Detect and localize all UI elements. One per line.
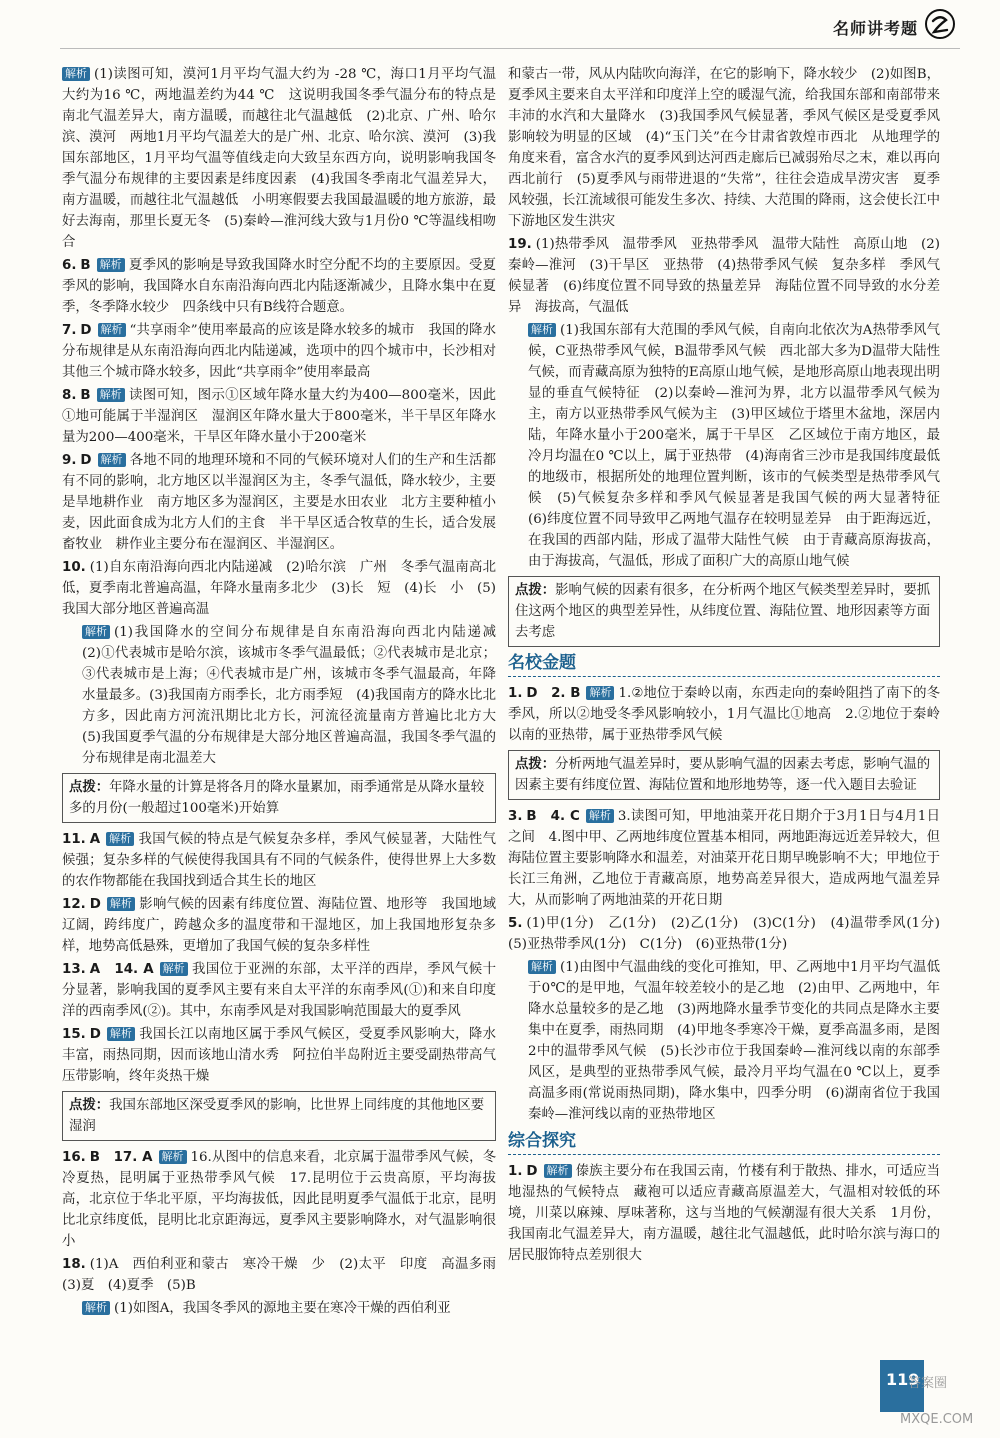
school-item-1: 1. D 2. B 解析 1.②地位于秦岭以南，东西走向的秦岭阻挡了南下的冬季风，所以②地受冬季风影响较小，1月气温比①地高 2.②地位于秦岭以南的亚热带，属于亚热带季风气候 bbox=[508, 686, 940, 743]
analysis-18: 解析 (1)如图A，我国冬季风的源地主要在寒冷干燥的西伯利亚 bbox=[62, 1298, 496, 1319]
tip-box-10: 点拨：年降水量的计算是将各月的降水量累加，雨季通常是从降水量较多的月份(一般超过100毫米)开始算 bbox=[62, 773, 496, 823]
left-column bbox=[62, 64, 510, 1321]
answer-item-7: 7. D 解析 “共享雨伞”使用率最高的应该是降水较多的城市 我国的降水分布规律是从东南沿海向西北内陆递减，选项中的四个城市中，长沙相对其他三个城市降水较多，因此“共享雨伞”使用率最高 bbox=[62, 323, 496, 380]
section-title-comprehensive: 综合探究 bbox=[508, 1131, 940, 1155]
section-title-famous-school: 名校金题 bbox=[508, 653, 940, 677]
answer-item-10: 10. (1)自东南沿海向西北内陆递减 (2)哈尔滨 广州 冬季气温南高北低，夏季南北普遍高温，年降水量南多北少 (3)长 短 (4)长 小 (5)我国大部分地区普遍高温 bbox=[62, 560, 496, 617]
answer-item-18: 18. (1)A 西伯利亚和蒙古 寒冷干燥 少 (2)太平 印度 高温多雨 (3)夏 (4)夏季 (5)B bbox=[62, 1257, 510, 1293]
brand-logo-icon bbox=[924, 8, 956, 40]
answer-item-13: 13. A 14. A 解析 我国位于亚洲的东部，太平洋的西岸，季风气候十分显著，影响我国的夏季风主要有来自太平洋的东南季风(①)和来自印度洋的西南季风(②)。其中，东南季风是对我国影响范围最大的夏季风 bbox=[62, 962, 496, 1019]
analysis-10: 解析 (1)我国降水的空间分布规律是自东南沿海向西北内陆递减 (2)①代表城市是哈尔滨，该城市冬季气温最低；②代表城市是北京；③代表城市是上海；④代表城市是广州，该城市冬季气温最高，年降水量最多。(3)我国南方雨季长，北方雨季短 (4)我国南方的降水比北方多，因此南方河流汛期比北方长，河流径流量南方普遍比北方大 (5)我国夏季气温的分布规律是大部分地区普遍高温，我国冬季气温的分布规律是南北温差大 bbox=[82, 625, 510, 766]
answer-item-19: 19. (1)热带季风 温带季风 亚热带季风 温带大陆性 高原山地 (2)秦岭—淮河 (3)干旱区 亚热带 (4)热带季风气候 复杂多样 季风气候显著 (6)纬度位置不同导致的热量差异 海陆位置不同导致的水分差异 海拔高，气温低 bbox=[508, 237, 940, 315]
tip-box-15: 点拨：我国东部地区深受夏季风的影响，比世界上同纬度的其他地区要湿润 bbox=[62, 1091, 496, 1141]
answer-item-11: 11. A 解析 我国气候的特点是气候复杂多样，季风气候显著，大陆性气候强；复杂多样的气候使得我国具有不同的气候条件，使得世界上大多数的农作物都能在我国找到适合其生长的地区 bbox=[62, 832, 496, 889]
watermark-site: MXQE.COM bbox=[900, 1412, 974, 1427]
analysis-school-5: 解析 (1)由图中气温曲线的变化可推知，甲、乙两地中1月平均气温低于0℃的是甲地，气温年较差较小的是乙地 (2)由甲、乙两地中，年降水总量较多的是乙地 (3)两地降水量季节变化的共同点是降水主要集中在夏季，雨热同期 (4)甲地冬季寒冷干燥，夏季高温多雨，是图2中的温带季风气候 (5)长沙市位于我国秦岭—淮河线以南的东部季风区，是典型的亚热带季风气候，最冷月平均气温在0 ℃以上，夏季高温多雨(常说雨热同期)，降水集中，四季分明 (6)湖南省位于我国秦岭—淮河线以南的亚热带地区 bbox=[528, 960, 940, 1122]
school-item-5: 5. (1)甲(1分) 乙(1分) (2)乙(1分) (3)C(1分) (4)温带季风(1分) (5)亚热带季风(1分) C(1分) (6)亚热带(1分) bbox=[508, 916, 954, 952]
answer-item-12: 12. D 解析 影响气候的因素有纬度位置、海陆位置、地形等 我国地域辽阔，跨纬度广，跨越众多的温度带和干湿地区，加上我国地形复杂多样，地势高低悬殊，更增加了我国气候的复杂多样性 bbox=[62, 897, 496, 954]
header-rule bbox=[60, 48, 960, 49]
tip-box-19: 点拨：影响气候的因素有很多，在分析两个地区气候类型差异时，要抓住这两个地区的典型差异性，从纬度位置、海陆位置、地形因素等方面去考虑 bbox=[508, 576, 940, 647]
analysis-tag: 解析 bbox=[62, 67, 90, 81]
page-number: 119 bbox=[886, 1370, 920, 1389]
answer-item-15: 15. D 解析 我国长江以南地区属于季风气候区，受夏季风影响大，降水丰富，雨热同期，因而该地山清水秀 阿拉伯半岛附近主要受副热带高气压带影响，终年炎热干燥 bbox=[62, 1027, 496, 1084]
page-header bbox=[0, 0, 1000, 50]
answer-item-9: 9. D 解析 各地不同的地理环境和不同的气候环境对人们的生产和生活都有不同的影响，北方地区以半湿润区为主，冬季气温低，降水较少，主要是旱地耕作业 南方地区多为湿润区，主要是水田农业 北方主要种植小麦，因此面食成为北方人们的主食 半干旱区适合牧草的生长，适合发展畜牧业 耕作业主要分布在湿润区、半湿润区。 bbox=[62, 453, 496, 552]
right-column bbox=[508, 64, 954, 1268]
analysis-19: 解析 (1)我国东部有大范围的季风气候，自南向北依次为A热带季风气候，C亚热带季风气候，B温带季风气候 西北部大多为D温带大陆性气候，而青藏高原为独特的E高原山地气候，是地形高原山地表现出明显的垂直气候特征 (2)以秦岭—淮河为界，北方以温带季风气候为主，南方以亚热带季风气候为主 (3)甲区域位于塔里木盆地，深居内陆，年降水量小于200毫米，属于干旱区 乙区域位于南方地区，最冷月均温在0 ℃以上，属于亚热带 (4)海南省三沙市是我国纬度最低的地级市，根据所处的地理位置判断，该市的气候类型是热带季风气候 (5)气候复杂多样和季风气候显著是我国气候的两大显著特征 (6)纬度位置不同导致甲乙两地气温存在较明显差异 由于距海远近，在我国的西部内陆，形成了温带大陆性气候 由于青藏高原海拔高，由于海拔高，气温低，形成了面积广大的高原山地气候 bbox=[528, 323, 954, 569]
answer-item-8: 8. B 解析 读图可知，图示①区域年降水量大约为400—800毫米，因此①地可能属于半湿润区 湿润区年降水量大于800毫米，半干旱区年降水量为200—400毫米，干旱区年降水量小于200毫米 bbox=[62, 388, 496, 445]
answer-item: 解析 (1)读图可知，漠河1月平均气温大约为 -28 ℃，海口1月平均气温大约为16 ℃，两地温差约为44 ℃ 这说明我国冬季气温分布的特点是南北气温差异大，南方温暖，而越往北气温越低 (2)北京、广州、哈尔滨、漠河 两地1月平均气温差大的是广州、北京、哈尔滨、漠河 (3)我国东部地区，1月平均气温等值线走向大致呈东西方向，说明影响我国冬季气温分布规律的主要因素是纬度因素 (4)我国冬季南北气温差异大，南方温暖，而越往北气温越低 小明寒假要去我国最温暖的地方旅游，最好去海南，那里长夏无冬 (5)秦岭—淮河线大致与1月份0 ℃等温线相吻合 bbox=[62, 67, 496, 250]
brand-title: 名师讲考题 bbox=[832, 19, 918, 38]
answer-item-16: 16. B 17. A 解析 16.从图中的信息来看，北京属于温带季风气候，冬冷夏热，昆明属于亚热带季风气候 17.昆明位于云贵高原，平均海拔高，北京位于华北平原，平均海拔低，因此昆明夏季气温低于北京，昆明比北京纬度低，昆明比北京距海远，夏季风主要影响降水，对气温影响很小 bbox=[62, 1150, 497, 1249]
school-item-3: 3. B 4. C 解析 3.读图可知，甲地油菜开花日期介于3月1日与4月1日之间 4.图中甲、乙两地纬度位置基本相同，两地距海远近差异较大，但海陆位置主要影响降水和温差，对油菜开花日期早晚影响不大；甲地位于长江三角洲，乙地位于青藏高原，地势高差异很大，造成两地气温差异大，从而影响了两地油菜的开花日期 bbox=[508, 809, 940, 908]
analysis-18-cont: 和蒙古一带，风从内陆吹向海洋，在它的影响下，降水较少 (2)如图B，夏季风主要来自太平洋和印度洋上空的暖湿气流，给我国东部和南部带来丰沛的水汽和大量降水 (3)我国季风气候显著，季风气候区是受夏季风影响较为明显的区域 (4)“玉门关”在今甘肃省敦煌市西北 从地理学的角度来看，富含水汽的夏季风到达河西走廊后已减弱殆尽之末，难以再向西北前行 (5)夏季风与雨带进退的“失常”，往往会造成旱涝灾害 夏季风较强，长江流域很可能发生多次、持续、大范围的降雨，这会使长江中下游地区发生洪灾 bbox=[508, 67, 940, 229]
tip-box-school-1: 点拨：分析两地气温差异时，要从影响气温的因素去考虑，影响气温的因素主要有纬度位置、海陆位置和地形地势等，逐一代入题目去验证 bbox=[508, 750, 940, 800]
comprehensive-item-1: 1. D 解析 傣族主要分布在我国云南，竹楼有利于散热、排水，可适应当地湿热的气候特点 藏袍可以适应青藏高原温差大，气温相对较低的环境，川菜以麻辣、厚味著称，这与当地的气候潮湿有很大关系 1月份，我国南北气温差异大，南方温暖，越往北气温越低，此时哈尔滨与海口的居民服饰特点差别很大 bbox=[508, 1164, 940, 1263]
watermark-text: 答案圈 bbox=[908, 1376, 948, 1391]
answer-item-6: 6. B 解析 夏季风的影响是导致我国降水时空分配不均的主要原因。受夏季风的影响，我国降水自东南沿海向西北内陆逐渐减少，且降水集中在夏季，冬季降水较少 四条线中只有B线符合题意。 bbox=[62, 258, 496, 315]
